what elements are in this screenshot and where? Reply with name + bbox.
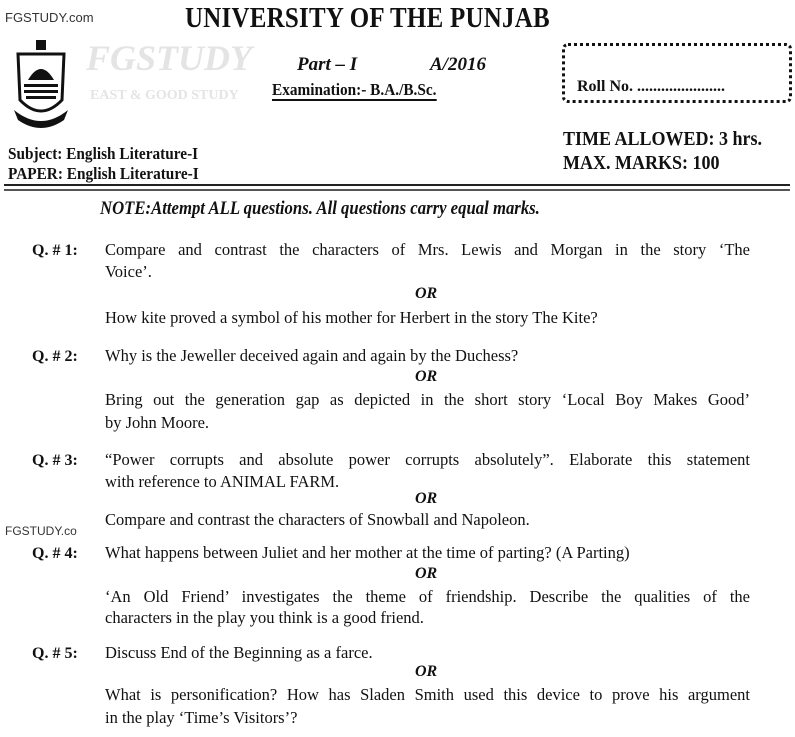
alternative-question-line: in the play ‘Time’s Visitors’? [105, 708, 298, 727]
question-label: Q. # 1: [32, 242, 78, 259]
question-text-line: Voice’. [105, 262, 152, 281]
header-divider [4, 184, 790, 191]
session-label: A/2016 [430, 54, 486, 75]
site-watermark: FGSTUDY.com [5, 10, 94, 25]
or-separator: OR [415, 285, 438, 302]
question-text-line: Why is the Jeweller deceived again and again by the Duchess? [105, 346, 519, 365]
watermark-brand: FGSTUDY [86, 38, 253, 78]
question-text-line: Compare and contrast the characters of Mrs. Lewis and Morgan in the story ‘The [105, 240, 750, 259]
alternative-question-line: Compare and contrast the characters of Snowball and Napoleon. [105, 510, 530, 529]
question-text-line: with reference to ANIMAL FARM. [105, 472, 340, 491]
university-crest-icon [10, 40, 72, 128]
alternative-question-line: ‘An Old Friend’ investigates the theme of friendship. Describe the qualities of the [105, 587, 750, 606]
alternative-question-line: characters in the play you think is a good friend. [105, 608, 424, 627]
max-marks: MAX. MARKS: 100 [563, 152, 720, 174]
roll-number-field: Roll No. ...................... [577, 78, 725, 95]
question-text-line: Discuss End of the Beginning as a farce. [105, 643, 373, 662]
watermark-tagline: EAST & GOOD STUDY [90, 88, 239, 103]
university-title: UNIVERSITY OF THE PUNJAB [185, 2, 550, 34]
question-label: Q. # 3: [32, 452, 78, 469]
alternative-question-line: Bring out the generation gap as depicted in the short story ‘Local Boy Makes Good’ [105, 390, 750, 409]
alternative-question-line: by John Moore. [105, 413, 210, 432]
alternative-question-line: How kite proved a symbol of his mother for Herbert in the story The Kite? [105, 308, 598, 327]
examination-label: Examination:- B.A./B.Sc. [272, 80, 437, 99]
or-separator: OR [415, 490, 438, 507]
or-separator: OR [415, 663, 438, 680]
question-label: Q. # 2: [32, 348, 78, 365]
alternative-question-line: What is personification? How has Sladen Smith used this device to prove his argument [105, 685, 750, 704]
part-label: Part – I [297, 54, 358, 75]
question-text-line: What happens between Juliet and her mother at the time of parting? (A Parting) [105, 543, 630, 562]
roll-number-box [562, 43, 792, 103]
time-allowed: TIME ALLOWED: 3 hrs. [563, 128, 763, 150]
or-separator: OR [415, 368, 438, 385]
question-label: Q. # 4: [32, 545, 78, 562]
question-text-line: “Power corrupts and absolute power corrupts absolutely”. Elaborate this statement [105, 450, 750, 469]
site-watermark-mid: FGSTUDY.co [5, 524, 77, 538]
instructions-note: NOTE:Attempt ALL questions. All questions carry equal marks. [100, 198, 540, 219]
paper: PAPER: English Literature-I [8, 164, 199, 183]
or-separator: OR [415, 565, 438, 582]
subject: Subject: English Literature-I [8, 144, 199, 163]
question-label: Q. # 5: [32, 645, 78, 662]
